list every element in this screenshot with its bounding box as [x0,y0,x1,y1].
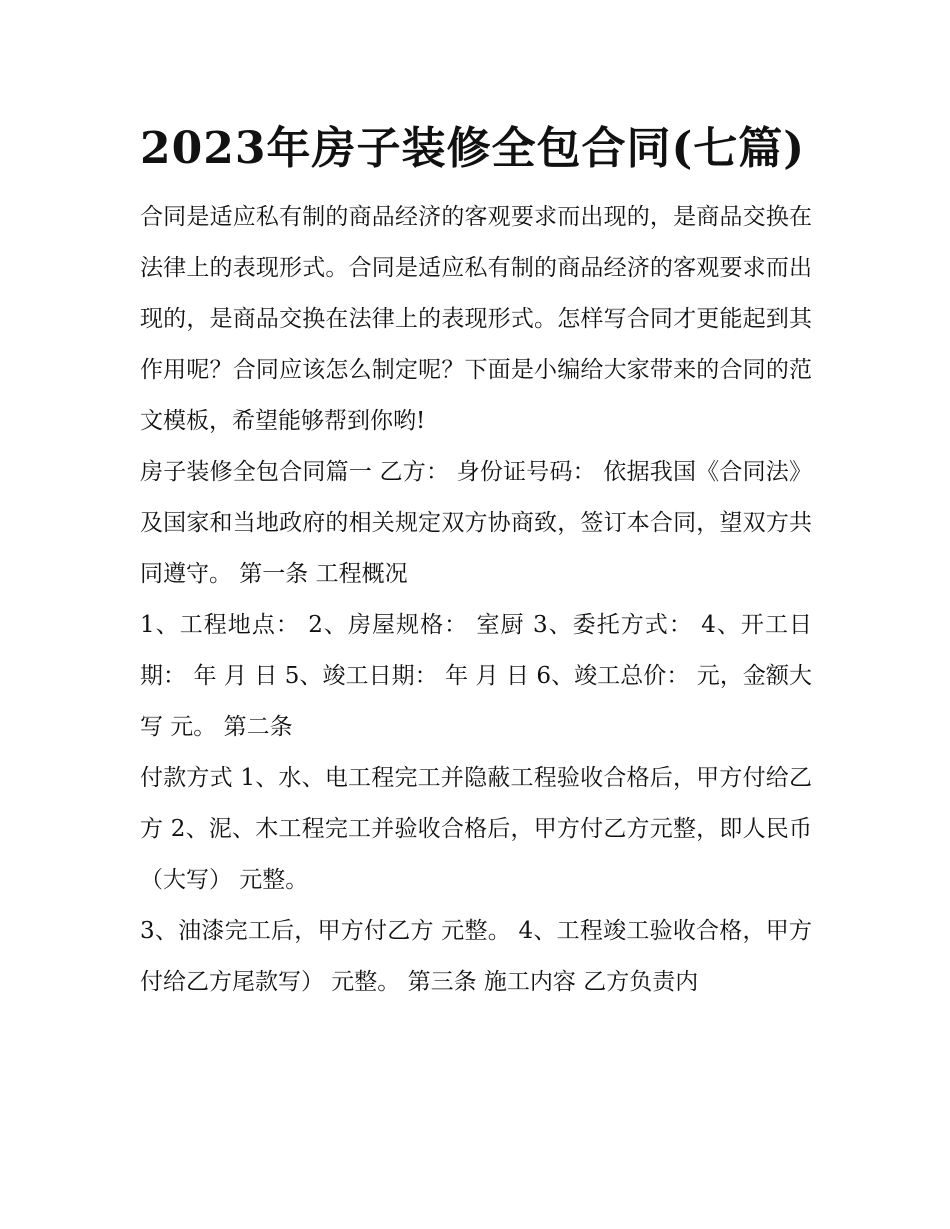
paragraph-intro: 合同是适应私有制的商品经济的客观要求而出现的，是商品交换在法律上的表现形式。合同是适应私有制的商品经济的客观要求而出现的，是商品交换在法律上的表现形式。怎样写合同才更能起到其作用呢？合同应该怎么制定呢？下面是小编给大家带来的合同的范文模板，希望能够帮到你哟! [140,204,812,434]
document-page [140,112,812,1008]
document-title: 2023年房子装修全包合同(七篇) [140,123,806,174]
paragraph-payment-method: 付款方式 1、水、电工程完工并隐蔽工程验收合格后，甲方付给乙方 2、泥、木工程完工并验收合格后，甲方付乙方元整，即人民币（大写） 元整。 [140,765,812,893]
paragraph-final-payment: 3、油漆完工后，甲方付乙方 元整。 4、工程竣工验收合格，甲方付给乙方尾款写） 元整。 第三条 施工内容 乙方负责内 [140,918,812,995]
paragraph-contract-one: 房子装修全包合同篇一 乙方： 身份证号码： 依据我国《合同法》及国家和当地政府的相关规定双方协商致，签订本合同，望双方共同遵守。 第一条 工程概况 [140,459,812,587]
paragraph-project-overview: 1、工程地点： 2、房屋规格： 室厨 3、委托方式： 4、开工日期： 年 月 日 5、竣工日期： 年 月 日 6、竣工总价： 元，金额大写 元。 第二条 [140,612,812,740]
